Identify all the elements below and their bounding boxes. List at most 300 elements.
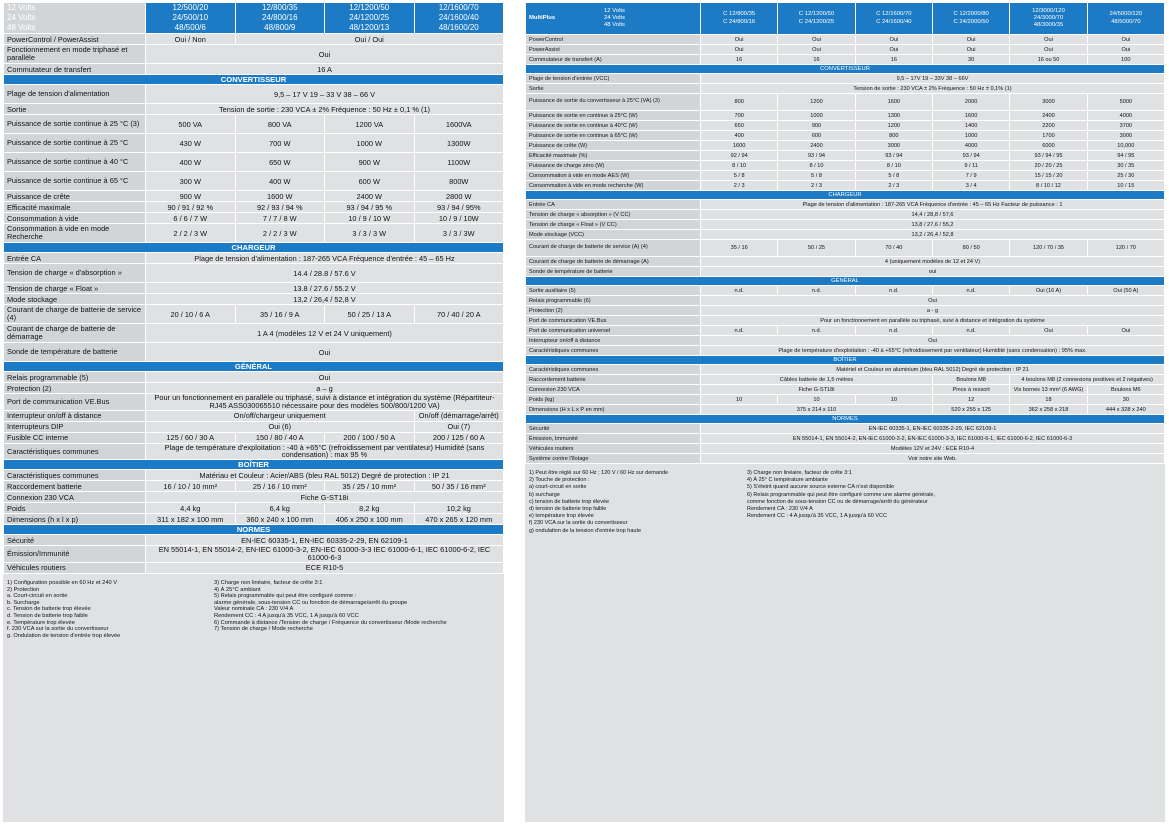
spec-value: 13,2 / 26,4 / 52,8 [701, 230, 1165, 240]
spec-value: EN 55014-1, EN 55014-2, EN-IEC 61000-3-2, EN-IEC 61000-3-3, IEC 61000-6-1, IEC 61000-6-2, IEC 61000-6-3 [701, 434, 1165, 444]
spec-value: 8 / 10 [778, 161, 855, 171]
spec-label: Sortie [4, 104, 146, 115]
spec-value: 30 / 35 [1087, 161, 1164, 171]
spec-value: 120 / 70 / 35 [1010, 240, 1087, 257]
spec-value: 2 / 3 [855, 181, 932, 191]
spec-value: 800 [701, 94, 778, 111]
spec-value: 3 / 3 / 3 W [325, 224, 415, 243]
spec-value: EN 55014-1, EN 55014-2, EN-IEC 61000-3-2, EN-IEC 61000-3-3 IEC 61000-6-1, IEC 61000-6-2, IEC 61000-6-3 [146, 546, 504, 563]
spec-row [526, 74, 1165, 84]
spec-label: Connexion 230 VCA [4, 492, 146, 503]
footnote-line: alarme générale, sous-tension CC ou fonction de démarrage/arrêt du groupe [214, 599, 408, 606]
spec-value: 9,5 – 17V 19 – 33V 38 – 66V [701, 74, 1165, 84]
spec-value: 18 [1010, 395, 1087, 405]
spec-value: 93 / 94 [778, 151, 855, 161]
spec-label: Courant de charge de batterie de démarrage [4, 324, 146, 343]
spec-label: Port de communication VE.Bus [526, 316, 701, 326]
section-title: BOÎTIER [526, 356, 1165, 365]
spec-value: 16 A [146, 64, 504, 75]
spec-value: 1200 [855, 121, 932, 131]
spec-value: Oui [146, 45, 504, 64]
spec-value: 5 / 8 [701, 171, 778, 181]
spec-value: 94 / 95 [1087, 151, 1164, 161]
spec-value: 120 / 70 [1087, 240, 1164, 257]
model-name: 12/1200/50 [349, 3, 390, 12]
spec-value: 2400 W [325, 191, 415, 202]
model-header [146, 3, 236, 34]
spec-value: 430 W [146, 134, 236, 153]
spec-value: 50 / 25 / 13 A [325, 305, 415, 324]
spec-value: Matériau et Couleur : Acier/ABS (bleu RAL 5012) Degré de protection : IP 21 [146, 470, 504, 481]
spec-label: Puissance de crête [4, 191, 146, 202]
spec-value: 2 / 2 / 3 W [146, 224, 236, 243]
spec-label: Puissance de sortie continue à 40 °C [4, 153, 146, 172]
spec-value: 93 / 94 / 95% [414, 202, 504, 213]
spec-row [526, 306, 1165, 316]
spec-row [4, 224, 504, 243]
footnote-line: a) court-circuit en sortie [529, 484, 587, 491]
spec-label: Sécurité [4, 535, 146, 546]
model-header [235, 3, 325, 34]
spec-row [526, 181, 1165, 191]
section-title: CONVERTISSEUR [4, 75, 504, 85]
spec-value: 900 [778, 121, 855, 131]
section-title: GÉNÉRAL [4, 362, 504, 372]
section-header [526, 356, 1165, 365]
spec-row [4, 535, 504, 546]
footnote-line: 6) Relais programmable qui peut être configuré comme une alarme générale, [747, 491, 936, 498]
model-name: C 12/800/35 [723, 11, 756, 18]
spec-value: Modèles 12V et 24V : ECE R10-4 [701, 444, 1165, 454]
spec-value: 50 / 25 [778, 240, 855, 257]
spec-row [4, 202, 504, 213]
spec-value: 3 / 3 / 3W [414, 224, 504, 243]
spec-value: Pince à ressort [932, 385, 1009, 395]
spec-value: 362 x 258 x 218 [1010, 405, 1087, 415]
spec-label: Entrée CA [4, 253, 146, 264]
spec-value: Oui [146, 372, 504, 383]
spec-value: n.d. [778, 326, 855, 336]
spec-label: Sortie [526, 84, 701, 94]
spec-value: 70 / 40 [855, 240, 932, 257]
spec-row [526, 375, 1165, 385]
spec-value: Oui (50 A) [1087, 286, 1164, 296]
spec-value: 25 / 30 [1087, 171, 1164, 181]
footnote-line: g. Ondulation de tension d'entrée trop élevée [7, 632, 121, 639]
spec-label: Fonctionnement en mode triphasé et parallèle [4, 45, 146, 64]
model-name: C 24/1600/40 [876, 18, 912, 25]
spec-value: 12 [932, 395, 1009, 405]
right-spec-table [525, 2, 1165, 464]
spec-value: 1200 [778, 94, 855, 111]
left-footnotes-col-1 [7, 580, 212, 639]
spec-row [4, 213, 504, 224]
spec-value: 30 [932, 55, 1009, 65]
spec-value: 400 W [146, 153, 236, 172]
spec-row [526, 296, 1165, 306]
spec-label: Véhicules routiers [4, 562, 146, 573]
spec-value: Boulons M8 [932, 375, 1009, 385]
spec-value: Oui [701, 296, 1165, 306]
voltage-label: 48 Volts [604, 22, 625, 29]
spec-row [526, 326, 1165, 336]
spec-value: 900 W [146, 191, 236, 202]
spec-label: Poids (kg) [526, 395, 701, 405]
spec-label: Sonde de température de batterie [526, 267, 701, 277]
footnote-line: 4) À 25° C température ambiante [747, 477, 828, 484]
spec-value: 375 x 214 x 110 [701, 405, 933, 415]
footnote-line: 4) À 25°C ambiant [214, 586, 261, 593]
left-spec-table [3, 2, 504, 574]
footnote-line: 5) Relais programmable qui peut être configuré comme : [214, 593, 357, 600]
left-spec-sheet [3, 2, 504, 822]
footnote-line: 3) Charge non linéaire, facteur de crête 3:1 [747, 470, 852, 476]
spec-row [526, 141, 1165, 151]
spec-value: 4 (uniquement modèles de 12 et 24 V) [701, 257, 1165, 267]
spec-value: Pour un fonctionnement en parallèle ou triphasé, suivi à distance et intégration du système (Répartiteur-RJ45 ASS030065510 nécessaire pour des modèles 500/800/1200 VA) [146, 394, 504, 411]
spec-value: 10 / 9 / 10 W [325, 213, 415, 224]
spec-value: Oui [1010, 35, 1087, 45]
spec-label: Tension de charge « Float » [4, 283, 146, 294]
spec-label: Caractéristiques communes [4, 443, 146, 460]
right-footnotes-col-1 [529, 470, 744, 535]
spec-value: 2 / 3 [701, 181, 778, 191]
spec-value: Matériel et Couleur en aluminium (bleu RAL 5012) Degré de protection : IP 21 [701, 365, 1165, 375]
spec-value: Oui [1010, 45, 1087, 55]
model-name: C 12/1600/70 [876, 11, 912, 18]
spec-value: Oui [1010, 326, 1087, 336]
spec-row [4, 443, 504, 460]
spec-label: Interrupteur on/off à distance [526, 336, 701, 346]
spec-label: Caractéristiques communes [526, 365, 701, 375]
spec-value: 16 [855, 55, 932, 65]
spec-row [4, 546, 504, 563]
spec-value: 100 [1087, 55, 1164, 65]
spec-row [526, 336, 1165, 346]
model-name: 48/5000/70 [1111, 18, 1141, 25]
model-name: 48/1600/20 [438, 23, 479, 32]
spec-value: 1600 [855, 94, 932, 111]
spec-value: Plage de tension d'alimentation : 187-265 VCA Fréquence d'entrée : 45 – 65 Hz [146, 253, 504, 264]
spec-value: a – g [146, 383, 504, 394]
spec-label: Consommation à vide [4, 213, 146, 224]
footnote-line: 6) Commande à distance /Tension de charge / Fréquence du convertisseur /Mode recherche [214, 619, 447, 626]
spec-row [4, 372, 504, 383]
spec-row [526, 286, 1165, 296]
spec-value: 6,4 kg [235, 503, 325, 514]
model-name: C 24/1200/25 [798, 18, 835, 25]
model-name: 12/800/35 [261, 3, 298, 12]
voltage-label: 24 Volts [7, 13, 36, 22]
spec-value: Boulons M6 [1087, 385, 1164, 395]
right-footnotes [529, 470, 1161, 822]
model-name: 12/500/20 [172, 3, 209, 12]
spec-value: Oui / Oui [235, 34, 504, 45]
spec-label: Dimensions (H x L x P en mm) [526, 405, 701, 415]
spec-row [526, 151, 1165, 161]
footnote-line: g) ondulation de la tension d'entrée trop haute [529, 527, 642, 534]
footnote-line: 7) Tension de charge / Mode recherche [214, 626, 313, 633]
spec-value: Oui [1087, 35, 1164, 45]
spec-label: Port de communication VE.Bus [4, 394, 146, 411]
spec-value: 125 / 60 / 30 A [146, 432, 236, 443]
spec-row [4, 34, 504, 45]
spec-value: 200 / 100 / 50 A [325, 432, 415, 443]
spec-value: Oui (16 A) [1010, 286, 1087, 296]
spec-value: 10 [701, 395, 778, 405]
spec-row [4, 283, 504, 294]
spec-label: Sonde de température de batterie [4, 343, 146, 362]
spec-value: Oui [701, 45, 778, 55]
spec-value: Câbles batterie de 1,5 mètres [701, 375, 933, 385]
spec-value: 1 A 4 (modèles 12 V et 24 V uniquement) [146, 324, 504, 343]
spec-value: n.d. [855, 286, 932, 296]
spec-value: 7 / 9 [932, 171, 1009, 181]
model-name: 48/800/9 [264, 23, 296, 32]
spec-value: 3000 [1010, 94, 1087, 111]
section-header [526, 65, 1165, 74]
footnote-line: c) tension de batterie trop élevée [529, 498, 610, 505]
spec-value: 800 [855, 131, 932, 141]
spec-row [526, 161, 1165, 171]
spec-label: Raccordement batterie [526, 375, 701, 385]
spec-row [526, 240, 1165, 257]
spec-value: 1600 W [235, 191, 325, 202]
spec-value: 93 / 94 / 95 [1010, 151, 1087, 161]
footnote-line: e) température trop élevée [529, 513, 594, 520]
spec-value: Oui [932, 45, 1009, 55]
spec-row [526, 121, 1165, 131]
spec-label: Plage de tension d'entrée (VCC) [526, 74, 701, 84]
spec-label: Plage de tension d'alimentation [4, 85, 146, 104]
footnote-line: 5) S'éteint quand aucune source externe CA n'est disponible [747, 484, 895, 491]
spec-value: 25 / 16 / 10 mm² [235, 481, 325, 492]
footnote-line: d. Tension de batterie trop faible [7, 612, 88, 619]
spec-value: EN-IEC 60335-1, EN-IEC 60335-2-29, EN 62109-1 [146, 535, 504, 546]
model-name: C 12/2000/80 [953, 11, 989, 18]
spec-row [4, 172, 504, 191]
voltage-label: 24 Volts [604, 14, 625, 21]
spec-row [526, 131, 1165, 141]
footnote-line: comme fonction de sous-tension CC ou de démarrage/arrêt du générateur [747, 498, 928, 505]
footnote-line: d) tension de batterie trop faible [529, 506, 607, 513]
voltage-label: 12 Volts [7, 3, 36, 12]
spec-value: 10 [778, 395, 855, 405]
spec-label: Puissance de sortie en continue à 40°C (W) [526, 121, 701, 131]
spec-value: 13,8 / 27,6 / 55,2 [701, 220, 1165, 230]
spec-value: 35 / 25 / 10 mm² [325, 481, 415, 492]
spec-row [4, 343, 504, 362]
spec-value: 150 / 80 / 40 A [235, 432, 325, 443]
spec-value: Oui [855, 35, 932, 45]
spec-row [4, 115, 504, 134]
model-header [414, 3, 504, 34]
footnote-line: Rendement CA : 230 V/4 A [747, 506, 813, 513]
spec-value: 20 / 20 / 25 [1010, 161, 1087, 171]
spec-value: 35 / 16 / 9 A [235, 305, 325, 324]
spec-row [526, 346, 1165, 356]
model-name: 24/5000/120 [1109, 11, 1143, 18]
footnote-line: 2) Protection [7, 586, 40, 593]
spec-value: 5000 [1087, 94, 1164, 111]
spec-label: Tension de charge « absorption » (V CC) [526, 210, 701, 220]
spec-value: 8,2 kg [325, 503, 415, 514]
spec-value: 4000 [932, 141, 1009, 151]
spec-value: 2200 [1010, 121, 1087, 131]
spec-row [4, 410, 504, 421]
section-title: NORMES [4, 525, 504, 535]
spec-row [4, 514, 504, 525]
spec-label: Puissance de crête (W) [526, 141, 701, 151]
spec-value: 10,2 kg [414, 503, 504, 514]
spec-row [526, 220, 1165, 230]
spec-value: 520 x 255 x 125 [932, 405, 1009, 415]
spec-value: Vis bornes 13 mm² (6 AWG) [1010, 385, 1087, 395]
spec-row [4, 104, 504, 115]
spec-label: Mode stockage (VCC) [526, 230, 701, 240]
spec-value: 500 VA [146, 115, 236, 134]
spec-value: Oui [932, 35, 1009, 45]
spec-row [526, 385, 1165, 395]
spec-row [4, 294, 504, 305]
spec-value: 300 W [146, 172, 236, 191]
footnote-line: Rendement CC : 4 A jusqu'à 35 VCC, 1 A jusqu'à 60 VCC [747, 513, 887, 520]
footnote-line: f. 230 VCA sur la sortie du convertisseur [7, 626, 109, 633]
spec-label: Puissance de sortie continue à 25 °C [4, 134, 146, 153]
spec-value: n.d. [701, 286, 778, 296]
spec-value: 6 / 6 / 7 W [146, 213, 236, 224]
spec-value: ECE R10-5 [146, 562, 504, 573]
section-header [526, 191, 1165, 200]
spec-value: 70 / 40 / 20 A [414, 305, 504, 324]
brand-name: MultiPlus [529, 14, 556, 21]
spec-label: Commutateur de transfert [4, 64, 146, 75]
spec-row [4, 503, 504, 514]
spec-label: Sortie auxiliaire (5) [526, 286, 701, 296]
model-name: C 24/2000/50 [953, 18, 989, 25]
section-title: NORMES [526, 415, 1165, 424]
spec-value: 800W [414, 172, 504, 191]
spec-value: Pour un fonctionnement en parallèle ou triphasé, suivi à distance et intégration du système [701, 316, 1165, 326]
model-header [855, 3, 932, 35]
spec-label: PowerAssist [526, 45, 701, 55]
spec-row [4, 64, 504, 75]
model-name: 24/3000/70 [1033, 14, 1064, 21]
spec-value: 35 / 16 [701, 240, 778, 257]
spec-label: Relais programmable (6) [526, 296, 701, 306]
spec-value: Plage de température d'exploitation : -40 à +65°C (refroidissement par ventilateur) Humidité (sans condensation) : 95% max. [701, 346, 1165, 356]
spec-value: Tension de sortie : 230 VCA ± 2% Fréquence : 50 Hz ± 0,1 % (1) [146, 104, 504, 115]
spec-row [526, 84, 1165, 94]
model-name: 48/1200/13 [349, 23, 390, 32]
spec-label: Interrupteurs DIP [4, 421, 146, 432]
spec-value: 650 [701, 121, 778, 131]
spec-value: 1300W [414, 134, 504, 153]
spec-value: n.d. [701, 326, 778, 336]
spec-row [526, 45, 1165, 55]
spec-row [4, 383, 504, 394]
spec-value: n.d. [932, 326, 1009, 336]
spec-value: 3000 [855, 141, 932, 151]
spec-label: Protection (2) [526, 306, 701, 316]
spec-value: 700 [701, 111, 778, 121]
model-header [932, 3, 1009, 35]
spec-value: 600 [778, 131, 855, 141]
model-name: 12/3000/120 [1032, 7, 1065, 14]
voltage-label: 12 Volts [604, 7, 625, 14]
spec-row [526, 405, 1165, 415]
spec-label: Tension de charge « d'absorption » [4, 264, 146, 283]
spec-value: 406 x 250 x 100 mm [325, 514, 415, 525]
spec-value: 1000 [932, 131, 1009, 141]
spec-label: Émission, Immunité [526, 434, 701, 444]
spec-value: 311 x 182 x 100 mm [146, 514, 236, 525]
model-name: 48/3000/35 [1033, 22, 1064, 29]
spec-value: Tension de sortie : 230 VCA ± 2% Fréquence : 50 Hz ± 0,1% (1) [701, 84, 1165, 94]
spec-value: 13.8 / 27.6 / 55.2 V [146, 283, 504, 294]
footnote-line: a. Court-circuit en sortie [7, 593, 68, 600]
spec-value: 50 / 35 / 16 mm² [414, 481, 504, 492]
section-title: BOÎTIER [4, 460, 504, 470]
spec-row [4, 324, 504, 343]
spec-row [4, 153, 504, 172]
spec-value: Oui [1087, 45, 1164, 55]
spec-row [4, 264, 504, 283]
voltage-labels [4, 3, 146, 34]
spec-label: Mode stockage [4, 294, 146, 305]
spec-value: 1600 [701, 141, 778, 151]
spec-label: PowerControl / PowerAssist [4, 34, 146, 45]
section-header [4, 525, 504, 535]
right-spec-sheet [525, 2, 1165, 822]
spec-value: 2 / 3 [778, 181, 855, 191]
model-name: 24/1600/40 [438, 13, 479, 22]
spec-value: 3000 [1087, 131, 1164, 141]
model-name: 12/1600/70 [438, 3, 479, 12]
spec-row [526, 316, 1165, 326]
spec-value: 93 / 94 / 95 % [325, 202, 415, 213]
spec-row [4, 394, 504, 411]
spec-value: Oui [778, 35, 855, 45]
spec-label: Caractéristiques communes [4, 470, 146, 481]
spec-value: 30 [1087, 395, 1164, 405]
spec-value: 9,5 – 17 V 19 – 33 V 38 – 66 V [146, 85, 504, 104]
spec-label: Efficacité maximale (%) [526, 151, 701, 161]
section-title: CONVERTISSEUR [526, 65, 1165, 74]
footnote-line: c. Tension de batterie trop élevée [7, 606, 91, 613]
spec-label: Puissance de sortie en continue à 65°C (W) [526, 131, 701, 141]
spec-value: 3700 [1087, 121, 1164, 131]
footnote-line: Valeur nominale CA : 230 V/4 A [214, 606, 294, 613]
spec-label: Courant de charge de batterie de démarrage (A) [526, 257, 701, 267]
right-footnotes-col-2 [747, 470, 1147, 520]
spec-label: Véhicules routiers [526, 444, 701, 454]
spec-label: Sécurité [526, 424, 701, 434]
footnote-line: b) surcharge [529, 491, 560, 498]
spec-row [4, 481, 504, 492]
spec-row [4, 492, 504, 503]
spec-value: 470 x 265 x 120 mm [414, 514, 504, 525]
model-name: 48/500/6 [174, 23, 206, 32]
footnote-line: 1) Peut être réglé sur 60 Hz ; 120 V / 60 Hz sur demande [529, 470, 669, 476]
spec-value: 4,4 kg [146, 503, 236, 514]
spec-row [526, 111, 1165, 121]
spec-value: 8 / 10 / 12 [1010, 181, 1087, 191]
spec-label: Puissance de sortie continue à 25 °C (3) [4, 115, 146, 134]
spec-row [526, 454, 1165, 464]
spec-value: 92 / 94 [701, 151, 778, 161]
left-footnotes-col-2 [214, 580, 499, 633]
